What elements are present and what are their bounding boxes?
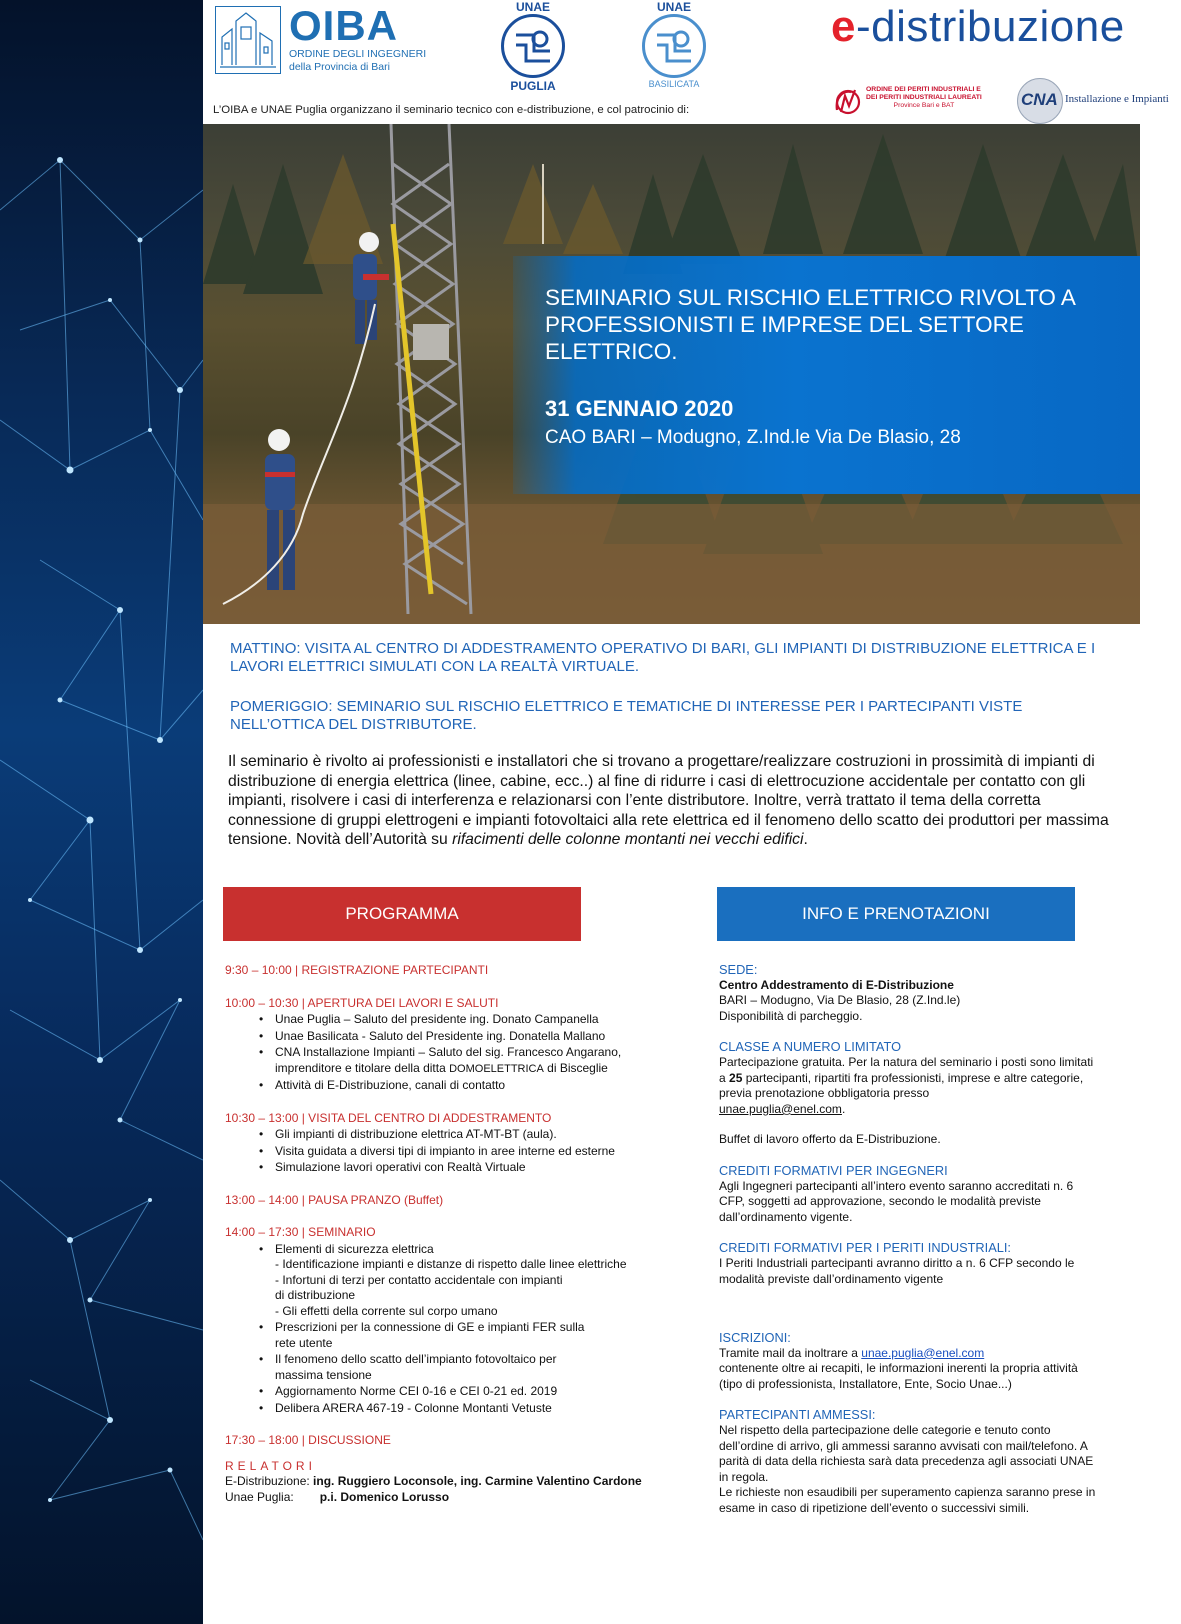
unae-puglia-top-label: UNAE [515,0,550,14]
list-item [259,1320,695,1351]
list-item: • Unae Puglia – Saluto del presidente ing. Donato Campanella [259,1012,695,1028]
info-subheading: ISCRIZIONI: [719,1330,791,1346]
unae-basilicata-logo [629,0,719,89]
info-heading: INFO E PRENOTAZIONI [717,887,1075,941]
info-subheading: CLASSE A NUMERO LIMITATO [719,1039,902,1055]
iscrizioni-text [719,1346,1099,1362]
seats-count: 25 [729,1070,743,1085]
info-column [719,962,1099,1532]
unae-emblem-icon [501,14,565,78]
hero-image [203,124,1140,624]
periti-industriali-logo [833,84,1009,118]
program-slot [225,1225,695,1416]
e-distribuzione-logo [831,2,1125,52]
cna-logo [1017,78,1177,126]
list-item-line: - Identificazione impianti e distanze di rispetto dalle linee elettriche [275,1257,627,1271]
unae-puglia-bottom-label: PUGLIA [510,79,556,93]
info-block-ammessi [719,1407,1099,1516]
speaker-row [225,1474,695,1490]
classe-text-part: Partecipazione gratuita. Per la natura del seminario i posti sono limitati a [719,1054,1094,1085]
intro-line: L’OIBA e UNAE Puglia organizzano il seminario tecnico con e-distribuzione, e col patrocinio di: [213,104,690,116]
slot-list [259,1012,695,1094]
speaker-org: E-Distribuzione: [225,1474,314,1488]
morning-note: MATTINO: VISITA AL CENTRO DI ADDESTRAMENTO OPERATIVO DI BARI, GLI IMPIANTI DI DISTRIBUZIONE ELETTRICA E I LAVORI ELETTRICI SIMULATI CON LA REALTÀ VIRTUALE. [230,640,1096,675]
event-place: CAO BARI – Modugno, Z.Ind.le Via De Blasio, 28 [545,427,961,448]
program-slot [225,996,695,1094]
list-item: • Aggiornamento Norme CEI 0-16 e CEI 0-21 ed. 2019 [259,1384,695,1400]
speaker-names: ing. Ruggiero Loconsole, ing. Carmine Valentino Cardone [313,1474,642,1488]
unae-emblem-icon [642,14,706,78]
list-item-line: • Prescrizioni per la connessione di GE e impianti FER sulla [275,1320,585,1334]
oiba-emblem-icon [215,6,281,74]
header [203,0,1181,130]
slot-list [259,1127,695,1176]
list-item-line: di Bisceglie [543,1060,608,1075]
registration-email-link[interactable]: unae.puglia@enel.com [861,1345,985,1360]
iscrizioni-text-part: Tramite mail da inoltrare a [719,1345,862,1360]
slot-title: 10:30 – 13:00 | VISITA DEL CENTRO DI ADDESTRAMENTO [225,1110,552,1125]
speaker-names: p.i. Domenico Lorusso [319,1489,450,1504]
oiba-logo [215,2,427,74]
description-end: . [803,831,808,848]
hero-title: SEMINARIO SUL RISCHIO ELETTRICO RIVOLTO A PROFESSIONISTI E IMPRESE DEL SETTORE ELETTRICO. [545,285,1075,364]
list-item [259,1045,695,1077]
info-subheading: CREDITI FORMATIVI PER INGEGNERI [719,1162,948,1178]
list-item-line: • CNA Installazione Impianti – Saluto del sig. Francesco Angarano, [275,1045,622,1059]
afternoon-note: POMERIGGIO: SEMINARIO SUL RISCHIO ELETTRICO E TEMATICHE DI INTERESSE PER I PARTECIPANTI VISTE NELL’OTTICA DEL DISTRIBUTORE. [230,698,1023,733]
list-item: • Simulazione lavori operativi con Realtà Virtuale [259,1160,695,1176]
classe-text [719,1055,1099,1117]
info-block-iscrizioni [719,1330,1099,1392]
program-slot [225,1433,695,1449]
periti-text [866,86,982,110]
slot-title: 13:00 – 14:00 | PAUSA PRANZO (Buffet) [225,1192,444,1207]
slot-title: 9:30 – 10:00 | REGISTRAZIONE PARTECIPANTI [225,963,489,977]
oiba-name: OIBA [289,2,398,49]
info-block-sede [719,962,1099,1024]
venue-parking: Disponibilità di parcheggio. [719,1008,863,1023]
cna-mark: CNA [1021,90,1058,109]
slot-title: 17:30 – 18:00 | DISCUSSIONE [225,1433,391,1447]
oiba-subtitle-2: della Provincia di Bari [289,61,390,73]
ammessi-text-2: Le richieste non esaudibili per superamento capienza saranno prese in esame in caso di ripetizione dell’evento o successivi simili. [719,1485,1096,1516]
list-item: • Gli impianti di distribuzione elettrica AT-MT-BT (aula). [259,1127,695,1143]
oiba-subtitle-1: ORDINE DEGLI INGEGNERI [289,48,427,60]
list-item: • Visita guidata a diversi tipi di impianto in aree interne ed esterne [259,1144,695,1160]
network-lines-graphic [0,0,203,1624]
relatori-heading: RELATORI [225,1458,316,1473]
description-main: Il seminario è rivolto ai professionisti e installatori che si trovano a progettare/realizzare costruzioni in prossimità di impianti di distribuzione di energia elettrica (linee, cabine, ecc..) al fine di ridurre i casi di elettrocuzione accidentale per contatto con gli impianti, risolvere i casi di interferenza e relazionarsi con l’ente distributore. Inoltre, verrà trattato il tema della corretta connessione di gruppi elettrogeni e impianti fotovoltaici alla rete elettrica ed il fenomeno dello scatto dei produttori per massima tensione. Novità dell’Autorità su [228,753,1109,848]
e-distribuzione-e-mark: e [831,2,856,51]
program-slot [225,963,695,979]
venue-name: Centro Addestramento di E-Distribuzione [719,977,954,992]
info-subheading: PARTECIPANTI AMMESSI: [719,1407,876,1423]
ammessi-text: Nel rispetto della partecipazione delle categorie e tenuto conto dell’ordine di arrivo, gli ammessi saranno avvisati con mail/telefono. A parità di data della richiesta sarà data precedenza agli associati UNAE in regola. [719,1423,1094,1484]
program-slot [225,1111,695,1176]
list-item-line: massima tensione [275,1367,372,1382]
description-italic: rifacimenti delle colonne montanti nei vecchi edifici [452,831,804,848]
booking-email-link[interactable]: unae.puglia@enel.com [719,1101,842,1116]
speaker-org: Unae Puglia: [225,1489,294,1504]
hero-title-box [513,256,1140,494]
list-item: • Attività di E-Distribuzione, canali di contatto [259,1078,695,1094]
venue-address: BARI – Modugno, Via De Blasio, 28 (Z.Ind.le) [719,993,961,1008]
list-item [259,1352,695,1383]
event-date: 31 GENNAIO 2020 [545,396,734,421]
list-item-line: • Il fenomeno dello scatto dell’impianto fotovoltaico per [275,1352,557,1366]
periti-line-3: Province Bari e BAT [893,102,955,109]
classe-text-part: . [841,1101,846,1116]
program-slot [225,1193,695,1209]
slot-title: 10:00 – 10:30 | APERTURA DEI LAVORI E SALUTI [225,995,499,1010]
iscrizioni-details: contenente oltre ai recapiti, le informazioni inerenti la propria attività (tipo di professionista, Installatore, Ente, Socio Unae...) [719,1361,1078,1391]
list-item-line: - Gli effetti della corrente sul corpo umano [275,1303,498,1318]
unae-basilicata-bottom-label: BASILICATA [648,79,700,89]
info-block-periti [719,1240,1099,1287]
info-subheading: SEDE: [719,962,758,977]
programma-heading: PROGRAMMA [223,887,581,941]
description-paragraph [228,752,1114,850]
program-column [225,963,695,1505]
ingegneri-credits-text: Agli Ingegneri partecipanti all’intero evento saranno accreditati n. 6 CFP, soggetti ad approvazione, secondo le modalità previste dall’ordinamento vigente. [719,1178,1074,1224]
info-subheading: CREDITI FORMATIVI PER I PERITI INDUSTRIALI: [719,1240,1011,1256]
spacer [719,1302,1099,1330]
company-name: DOMOELETTRICA [449,1062,544,1075]
slot-title: 14:00 – 17:30 | SEMINARIO [225,1225,376,1239]
unae-puglia-logo [488,0,578,93]
periti-credits-text: I Periti Industriali partecipanti avranno diritto a n. 6 CFP secondo le modalità previste dall’ordinamento vigente [719,1255,1075,1286]
network-decoration-panel [0,0,203,1624]
e-distribuzione-wordmark: -distribuzione [855,2,1125,51]
unae-basilicata-top-label: UNAE [656,0,691,14]
speaker-row [225,1490,695,1506]
list-item-line: imprenditore e titolare della ditta [275,1060,450,1075]
list-item [259,1242,695,1320]
list-item-line: - Infortuni di terzi per contatto accidentale con impianti [275,1272,563,1287]
slot-list [259,1242,695,1417]
periti-line-1: ORDINE DEI PERITI INDUSTRIALI E [866,86,981,93]
cna-label: Installazione e Impianti [1065,93,1169,105]
list-item: • Unae Basilicata - Saluto del Presidente ing. Donatella Mallano [259,1029,695,1045]
buffet-note: Buffet di lavoro offerto da E-Distribuzione. [719,1132,941,1147]
list-item-line: • Elementi di sicurezza elettrica [275,1241,434,1256]
info-block-classe [719,1039,1099,1148]
list-item: • Delibera ARERA 467-19 - Colonne Montanti Vetuste [259,1401,695,1417]
periti-line-2: DEI PERITI INDUSTRIALI LAUREATI [866,94,982,101]
info-block-ingegneri [719,1163,1099,1225]
classe-text-part: partecipanti, ripartiti fra professionisti, imprese e altre categorie, previa prenotazione obbligatoria presso [719,1070,1084,1101]
periti-emblem-icon [833,84,863,118]
list-item-line: di distribuzione [275,1288,356,1302]
list-item-line: rete utente [275,1335,333,1350]
